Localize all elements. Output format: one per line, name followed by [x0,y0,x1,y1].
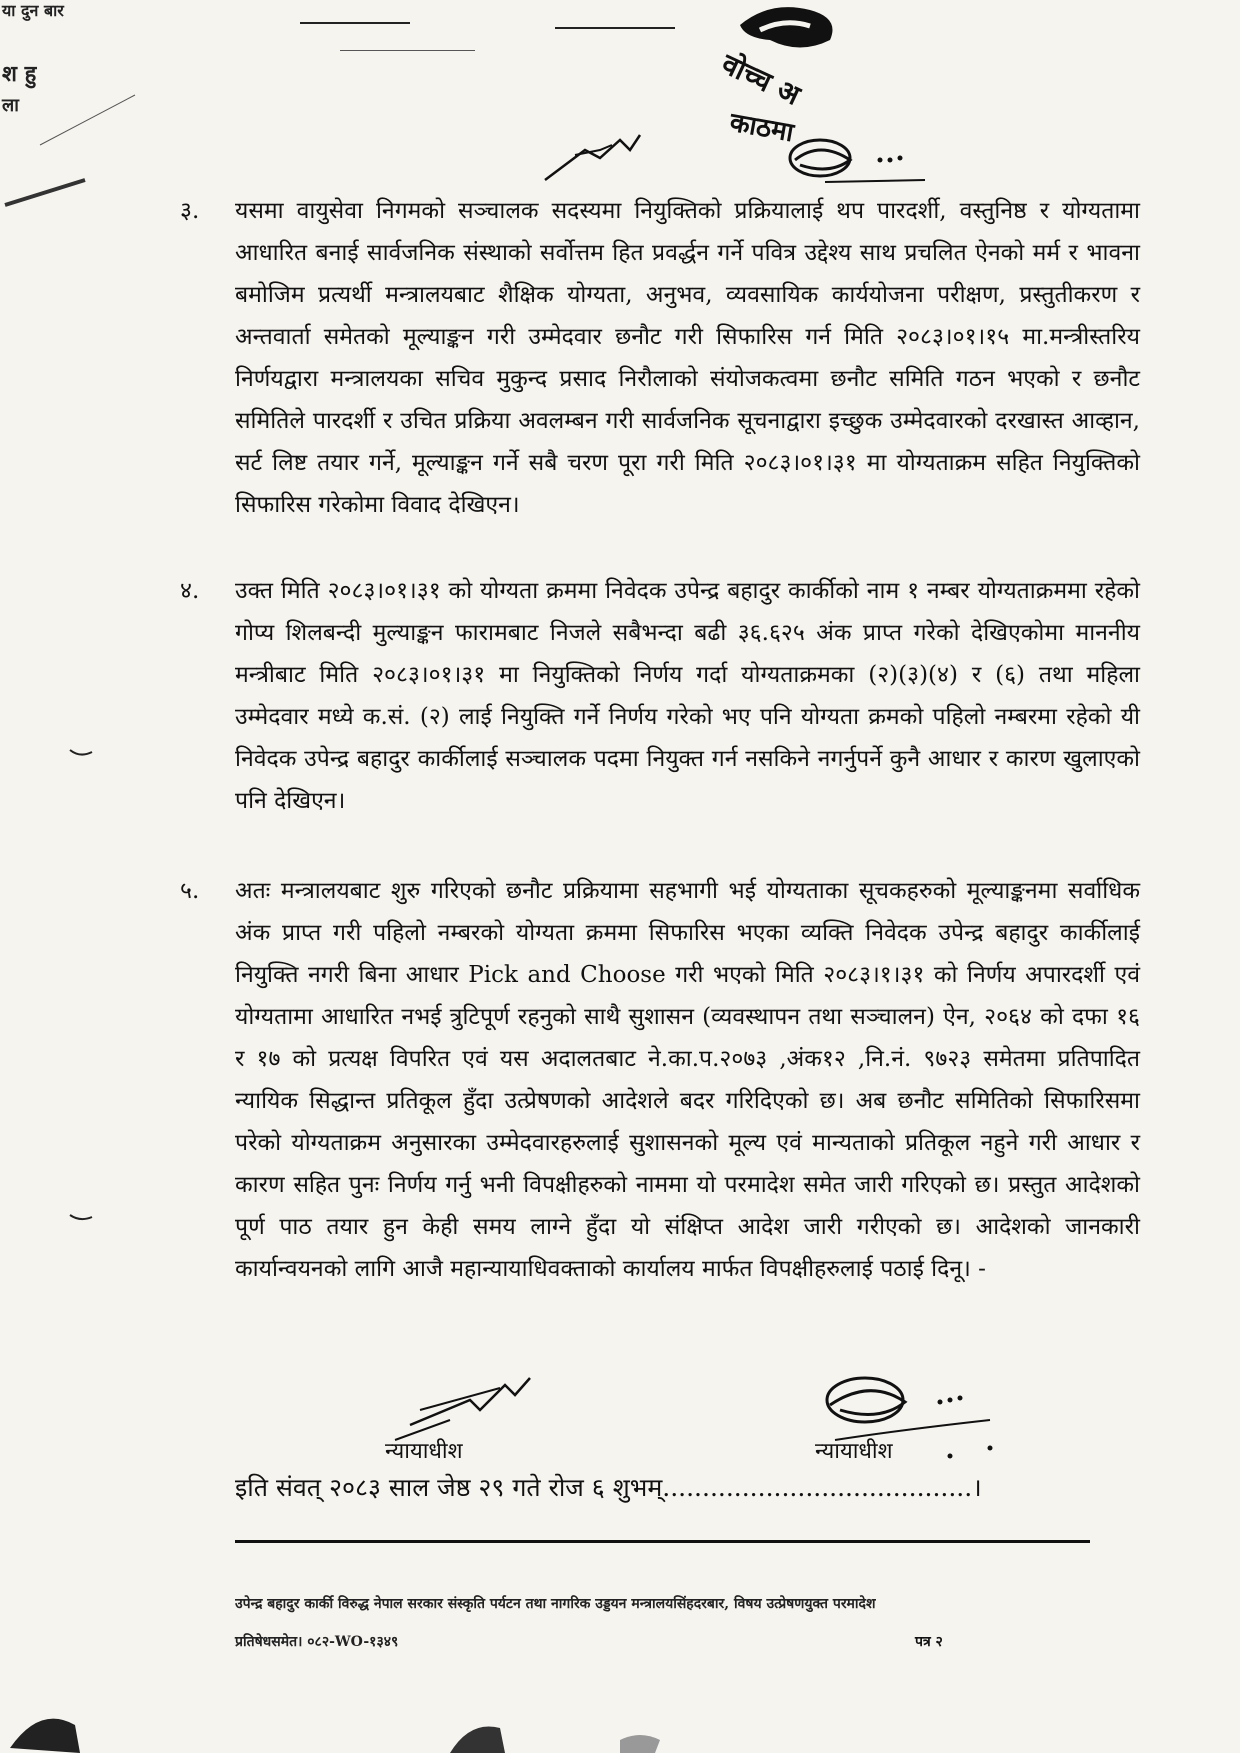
paragraph-4 [180,570,1140,822]
paragraph-3 [180,190,1140,526]
paragraph-5 [180,870,1140,1290]
paragraph-text: यसमा वायुसेवा निगमको सञ्चालक सदस्यमा नियुक्तिको प्रक्रियालाई थप पारदर्शी, वस्तुनिष्ठ र योग्यतामा आधारित बनाई सार्वजनिक संस्थाको सर्वोत्तम हित प्रवर्द्धन गर्ने पवित्र उद्देश्य साथ प्रचलित ऐनको मर्म र भावना बमोजिम प्रत्यर्थी मन्त्रालयबाट शैक्षिक योग्यता, अनुभव, व्यवसायिक कार्ययोजना परीक्षण, प्रस्तुतीकरण र अन्तवार्ता समेतको मूल्याङ्कन गरी उम्मेदवार छनौट गरी सिफारिस गर्न मिति २०८३।०१।१५ मा.मन्त्रीस्तरिय निर्णयद्वारा मन्त्रालयका सचिव मुकुन्द प्रसाद निरौलाको संयोजकत्वमा छनौट समिति गठन भएको र छनौट समितिले पारदर्शी र उचित प्रक्रिया अवलम्बन गरी सार्वजनिक सूचनाद्वारा इच्छुक उम्मेदवारको दरखास्त आव्हान, सर्ट लिष्ट तयार गर्ने, मूल्याङ्कन गर्ने सबै चरण पूरा गरी मिति २०८३।०१।३१ मा योग्यताक्रम सहित नियुक्तिको सिफारिस गरेकोमा विवाद देखिएन। [235,198,1140,518]
stamp-text-1: वोच्च अ [716,47,806,112]
footer-page-number: पत्र २ [915,1634,943,1650]
footer-rule [235,1540,1090,1543]
paragraph-number: ३. [180,198,200,224]
edge-fragment-2: श हु [2,61,37,87]
paragraph-text: उक्त मिति २०८३।०१।३१ को योग्यता क्रममा निवेदक उपेन्द्र बहादुर कार्कीको नाम १ नम्बर योग्यताक्रममा रहेको गोप्य शिलबन्दी मुल्याङ्कन फारामबाट निजले सबैभन्दा बढी ३६.६२५ अंक प्राप्त गरेको देखिएकोमा माननीय मन्त्रीबाट मिति २०८३।०१।३१ मा नियुक्तिको निर्णय गर्दा योग्यताक्रमका (२)(३)(४) र (६) तथा महिला उम्मेदवार मध्ये क.सं. (२) लाई नियुक्ति गर्ने निर्णय गरेको भए पनि योग्यता क्रमको पहिलो नम्बरमा रहेको यी निवेदक उपेन्द्र बहादुर कार्कीलाई सञ्चालक पदमा नियुक्त गर्न नसकिने नगर्नुपर्ने कुनै आधार र कारण खुलाएको पनि देखिएन। [235,578,1140,814]
paragraph-number: ४. [180,578,200,604]
left-judge-signature-label: न्यायाधीश [385,1439,463,1464]
footer-case-title: उपेन्द्र बहादुर कार्की विरुद्ध नेपाल सरकार संस्कृति पर्यटन तथा नागरिक उड्डयन मन्त्रालयसिंहदरबार, विषय उत्प्रेषणयुक्त परमादेश [235,1596,876,1612]
edge-fragment-1: या दुन बार [2,1,64,20]
edge-fragment-3: ला [2,95,19,116]
stamp-text-2: काठमा [727,107,796,149]
paragraph-text: अतः मन्त्रालयबाट शुरु गरिएको छनौट प्रक्रियामा सहभागी भई योग्यताका सूचकहरुको मूल्याङ्कनमा सर्वाधिक अंक प्राप्त गरी पहिलो नम्बरको योग्यता क्रममा सिफारिस भएका व्यक्ति निवेदक उपेन्द्र बहादुर कार्कीलाई नियुक्ति नगरी बिना आधार Pick and Choose गरी भएको मिति २०८३।१।३१ को निर्णय अपारदर्शी एवं योग्यतामा आधारित नभई त्रुटिपूर्ण रहनुको साथै सुशासन (व्यवस्थापन तथा सञ्चालन) ऐन, २०६४ को दफा १६ र १७ को प्रत्यक्ष विपरित एवं यस अदालतबाट ने.का.प.२०७३ ,अंक१२ ,नि.नं. ९७२३ समेतमा प्रतिपादित न्यायिक सिद्धान्त प्रतिकूल हुँदा उत्प्रेषणको आदेशले बदर गरिदिएको छ। अब छनौट समितिको सिफारिसमा परेको योग्यताक्रम अनुसारका उम्मेदवारहरुलाई सुशासनको मूल्य एवं मान्यताको प्रतिकूल नहुने गरी आधार र कारण सहित पुनः निर्णय गर्नु भनी विपक्षीहरुको नाममा यो परमादेश समेत जारी गरिएको छ। प्रस्तुत आदेशको पूर्ण पाठ तयार हुन केही समय लाग्ने हुँदा यो संक्षिप्त आदेश जारी गरीएको छ। आदेशको जानकारी कार्यान्वयनको लागि आजै महान्यायाधिवक्ताको कार्यालय मार्फत विपक्षीहरुलाई पठाई दिनू। - [235,878,1140,1282]
date-line: इति संवत् २०८३ साल जेष्ठ २९ गते रोज ६ शुभम्.......................................। [235,1473,982,1502]
paragraph-number: ५. [180,878,200,904]
right-judge-signature-label: न्यायाधीश [815,1439,893,1464]
footer-case-number: प्रतिषेधसमेत। ०८२-WO-१३४९ [235,1634,399,1650]
